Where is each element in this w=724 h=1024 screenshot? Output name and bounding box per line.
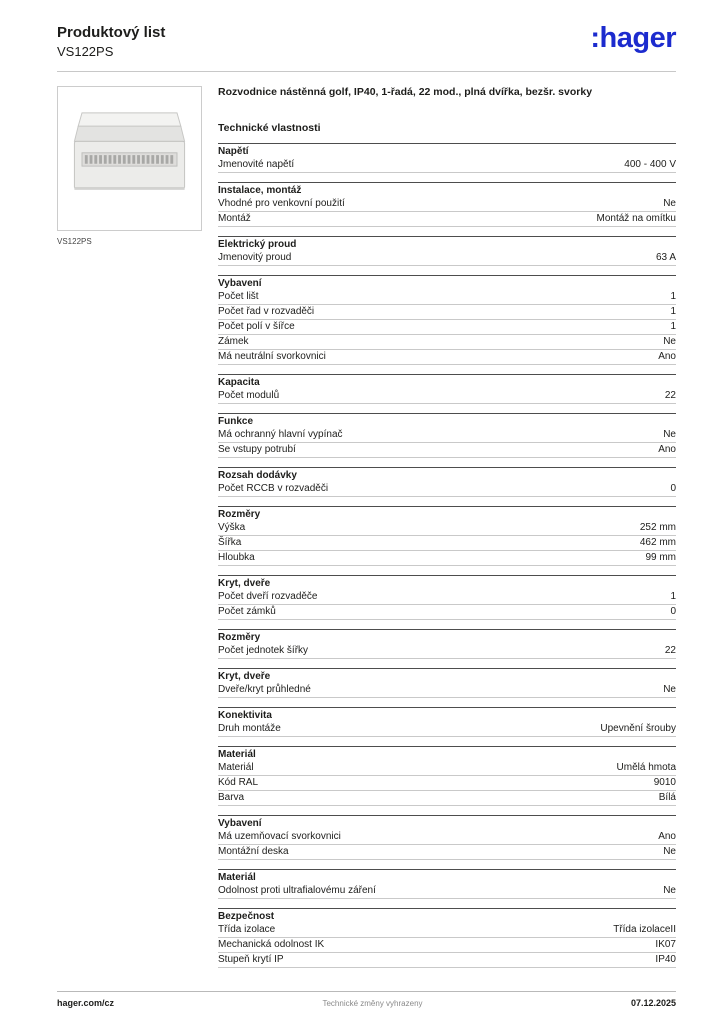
spec-value: 99 mm <box>645 552 676 563</box>
tech-props-heading: Technické vlastnosti <box>218 122 321 134</box>
spec-row <box>218 389 676 404</box>
spec-value: 400 - 400 V <box>624 159 676 170</box>
spec-row <box>218 761 676 776</box>
spec-value: Ne <box>663 846 676 857</box>
spec-label: Vhodné pro venkovní použití <box>218 198 345 209</box>
spec-row <box>218 605 676 620</box>
spec-label: Třída izolace <box>218 924 276 935</box>
spec-value: IP40 <box>655 954 676 965</box>
spec-row <box>218 350 676 365</box>
spec-value: Umělá hmota <box>616 762 676 773</box>
spec-label: Jmenovité napětí <box>218 159 295 170</box>
spec-label: Materiál <box>218 762 254 773</box>
spec-label: Počet lišt <box>218 291 259 302</box>
spec-row <box>218 644 676 659</box>
spec-section <box>218 182 676 227</box>
section-title: Instalace, montáž <box>218 182 676 197</box>
doc-title: Produktový list <box>57 24 166 41</box>
section-title: Rozměry <box>218 629 676 644</box>
spec-value: 9010 <box>653 777 676 788</box>
header-title-block <box>57 24 165 59</box>
product-image <box>57 86 202 231</box>
spec-value: Ne <box>663 684 676 695</box>
spec-row <box>218 443 676 458</box>
product-code: VS122PS <box>57 44 114 59</box>
spec-row <box>218 953 676 968</box>
spec-row <box>218 305 676 320</box>
spec-label: Barva <box>218 792 245 803</box>
section-title: Kapacita <box>218 374 676 389</box>
spec-row <box>218 428 676 443</box>
spec-label: Šířka <box>218 537 242 548</box>
spec-label: Počet zámků <box>218 606 276 617</box>
spec-row <box>218 158 676 173</box>
logo-text: hager <box>599 22 676 54</box>
spec-row <box>218 521 676 536</box>
section-rows <box>218 923 676 968</box>
spec-label: Počet modulů <box>218 390 280 401</box>
spec-row <box>218 590 676 605</box>
spec-section <box>218 374 676 404</box>
section-title: Vybavení <box>218 815 676 830</box>
spec-value: 0 <box>670 483 676 494</box>
spec-row <box>218 290 676 305</box>
spec-section <box>218 236 676 266</box>
product-image-caption: VS122PS <box>57 237 92 246</box>
spec-row <box>218 683 676 698</box>
footer <box>57 991 676 1008</box>
spec-label: Počet dveří rozvaděče <box>218 591 318 602</box>
spec-label: Počet polí v šířce <box>218 321 295 332</box>
section-rows <box>218 158 676 173</box>
spec-row <box>218 320 676 335</box>
section-title: Konektivita <box>218 707 676 722</box>
spec-label: Montážní deska <box>218 846 289 857</box>
section-title: Bezpečnost <box>218 908 676 923</box>
spec-section <box>218 467 676 497</box>
spec-row <box>218 923 676 938</box>
spec-row <box>218 197 676 212</box>
spec-value: Bílá <box>658 792 676 803</box>
section-title: Funkce <box>218 413 676 428</box>
spec-label: Se vstupy potrubí <box>218 444 296 455</box>
spec-row <box>218 482 676 497</box>
section-rows <box>218 521 676 566</box>
section-rows <box>218 389 676 404</box>
spec-label: Zámek <box>218 336 249 347</box>
spec-label: Má uzemňovací svorkovnici <box>218 831 341 842</box>
spec-value: 63 A <box>655 252 676 263</box>
header-divider <box>57 71 676 72</box>
footer-site-link[interactable]: hager.com/cz <box>57 998 115 1008</box>
spec-label: Stupeň krytí IP <box>218 954 284 965</box>
spec-row <box>218 938 676 953</box>
section-rows <box>218 428 676 458</box>
spec-value: Ne <box>663 885 676 896</box>
spec-row <box>218 722 676 737</box>
spec-value: Ne <box>663 336 676 347</box>
spec-label: Má ochranný hlavní vypínač <box>218 429 343 440</box>
spec-section <box>218 629 676 659</box>
section-title: Elektrický proud <box>218 236 676 251</box>
footer-row <box>57 992 676 1008</box>
spec-row <box>218 884 676 899</box>
section-rows <box>218 761 676 806</box>
spec-row <box>218 776 676 791</box>
section-rows <box>218 722 676 737</box>
spec-value: 22 <box>664 390 676 401</box>
spec-value: Ne <box>663 198 676 209</box>
section-title: Rozsah dodávky <box>218 467 676 482</box>
section-title: Kryt, dveře <box>218 575 676 590</box>
spec-value: Montáž na omítku <box>596 213 676 224</box>
section-title: Materiál <box>218 746 676 761</box>
section-title: Rozměry <box>218 506 676 521</box>
spec-label: Mechanická odolnost IK <box>218 939 325 950</box>
section-rows <box>218 884 676 899</box>
spec-label: Počet řad v rozvaděči <box>218 306 315 317</box>
section-rows <box>218 644 676 659</box>
spec-section <box>218 815 676 860</box>
spec-value: IK07 <box>655 939 676 950</box>
section-rows <box>218 197 676 227</box>
spec-value: 1 <box>670 306 676 317</box>
spec-value: Upevnění šrouby <box>600 723 676 734</box>
spec-label: Dveře/kryt průhledné <box>218 684 311 695</box>
spec-label: Montáž <box>218 213 251 224</box>
section-title: Napětí <box>218 143 676 158</box>
spec-label: Odolnost proti ultrafialovému záření <box>218 885 376 896</box>
spec-value: 1 <box>670 291 676 302</box>
spec-section <box>218 413 676 458</box>
spec-row <box>218 251 676 266</box>
spec-label: Má neutrální svorkovnici <box>218 351 326 362</box>
spec-value: 1 <box>670 591 676 602</box>
section-rows <box>218 683 676 698</box>
section-title: Materiál <box>218 869 676 884</box>
spec-row <box>218 791 676 806</box>
header <box>57 24 676 59</box>
logo-colon-icon: : <box>590 22 600 54</box>
main-content <box>57 86 676 991</box>
spec-value: 0 <box>670 606 676 617</box>
spec-section <box>218 575 676 620</box>
spec-section <box>218 506 676 566</box>
product-title: Rozvodnice nástěnná golf, IP40, 1-řadá, 22 mod., plná dvířka, bezšr. svorky <box>218 86 593 98</box>
spec-value: Ne <box>663 429 676 440</box>
product-image-column <box>57 86 202 991</box>
spec-value: Ano <box>658 444 676 455</box>
spec-section <box>218 908 676 968</box>
spec-row <box>218 551 676 566</box>
spec-value: Třída izolaceII <box>613 924 676 935</box>
spec-section <box>218 707 676 737</box>
enclosure-illustration <box>63 92 196 225</box>
spec-section <box>218 746 676 806</box>
spec-value: Ano <box>658 351 676 362</box>
hager-logo <box>590 24 676 53</box>
section-rows <box>218 251 676 266</box>
section-rows <box>218 830 676 860</box>
spec-column <box>218 86 676 991</box>
spec-section <box>218 869 676 899</box>
spec-label: Druh montáže <box>218 723 281 734</box>
section-title: Kryt, dveře <box>218 668 676 683</box>
spec-section <box>218 668 676 698</box>
spec-row <box>218 830 676 845</box>
spec-row <box>218 335 676 350</box>
spec-value: 22 <box>664 645 676 656</box>
section-rows <box>218 290 676 365</box>
footer-disclaimer: Technické změny vyhrazeny <box>322 999 423 1008</box>
spec-row <box>218 536 676 551</box>
spec-label: Počet jednotek šířky <box>218 645 309 656</box>
spec-sections <box>218 143 676 968</box>
spec-section <box>218 143 676 173</box>
spec-label: Kód RAL <box>218 777 259 788</box>
section-rows <box>218 590 676 620</box>
spec-value: 462 mm <box>639 537 676 548</box>
section-title: Vybavení <box>218 275 676 290</box>
footer-date: 07.12.2025 <box>630 998 676 1008</box>
spec-label: Výška <box>218 522 246 533</box>
spec-value: 1 <box>670 321 676 332</box>
spec-section <box>218 275 676 365</box>
spec-row <box>218 212 676 227</box>
section-rows <box>218 482 676 497</box>
spec-label: Počet RCCB v rozvaděči <box>218 483 329 494</box>
spec-value: 252 mm <box>639 522 676 533</box>
spec-row <box>218 845 676 860</box>
spec-label: Jmenovitý proud <box>218 252 292 263</box>
spec-label: Hloubka <box>218 552 255 563</box>
spec-value: Ano <box>658 831 676 842</box>
